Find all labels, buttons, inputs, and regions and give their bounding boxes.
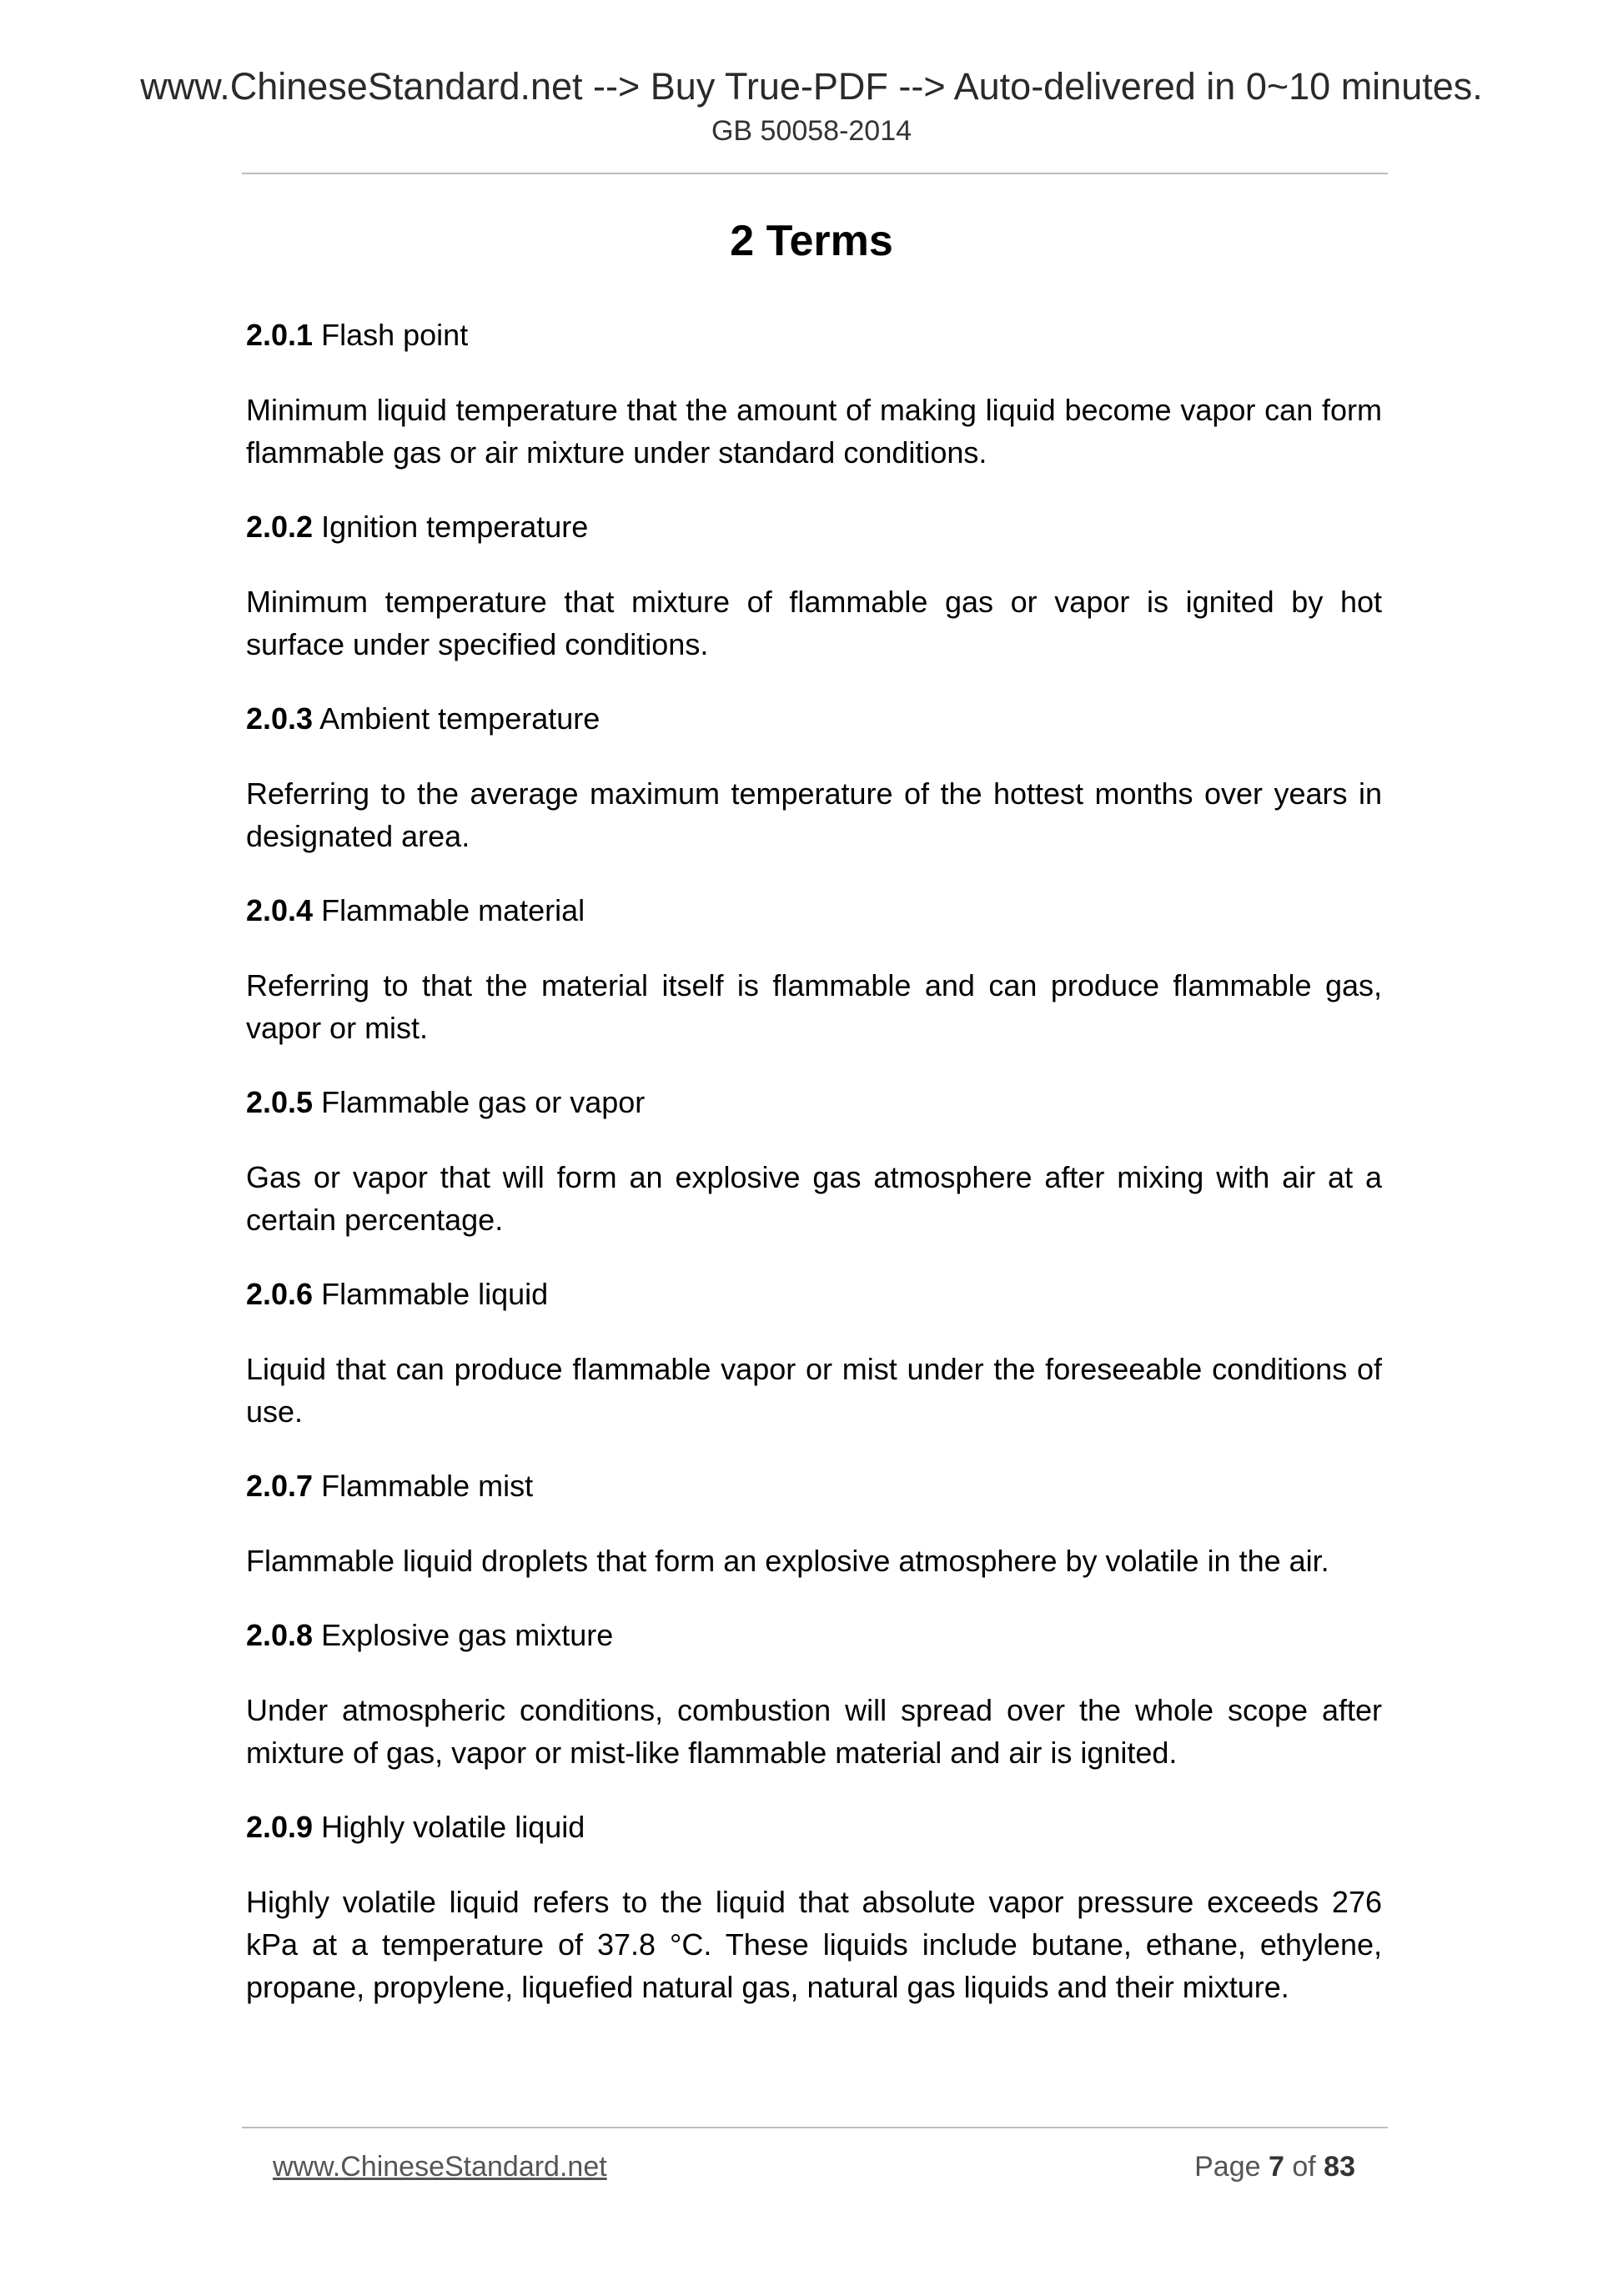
term-number: 2.0.1 [246,318,314,352]
term-number: 2.0.3 [246,701,314,736]
term-heading [246,889,1382,932]
term-definition: Highly volatile liquid refers to the liquid that absolute vapor pressure exceeds 276 kPa at a temperature of 37.8 °C. These liquids include butane, ethane, ethylene, propane, propylene, liquefied natural gas, natural gas liquids and their mixture. [246,1885,1382,2004]
term-name: Flammable gas or vapor [321,1085,646,1119]
footer-divider [242,2127,1388,2128]
term-definition: Minimum temperature that mixture of flammable gas or vapor is ignited by hot surface under specified conditions. [246,585,1382,661]
term-heading [246,1806,1382,1849]
term-definition: Liquid that can produce flammable vapor or mist under the foreseeable conditions of use. [246,1352,1382,1429]
term-heading [246,1081,1382,1124]
term-name: Flash point [321,318,469,352]
header-banner: www.ChineseStandard.net --> Buy True-PDF --> Auto-delivered in 0~10 minutes. [140,65,1483,108]
term-number: 2.0.5 [246,1085,314,1119]
page-current: 7 [1268,2151,1284,2183]
term-entry [246,1465,1382,1582]
term-number: 2.0.4 [246,893,314,927]
term-heading [246,1614,1382,1657]
term-heading [246,314,1382,357]
term-name: Explosive gas mixture [321,1618,614,1652]
term-entry [246,697,1382,857]
terms-list [246,314,1382,2040]
section-title: 2 Terms [730,217,893,265]
term-entry [246,1806,1382,2008]
term-entry [246,1614,1382,1774]
term-name: Flammable liquid [321,1277,549,1311]
term-definition: Flammable liquid droplets that form an explosive atmosphere by volatile in the air. [246,1544,1329,1578]
term-definition: Minimum liquid temperature that the amount of making liquid become vapor can form flammable gas or air mixture under standard conditions. [246,393,1382,470]
page-indicator [1194,2146,1355,2188]
term-definition: Gas or vapor that will form an explosive gas atmosphere after mixing with air at a certain percentage. [246,1160,1382,1237]
term-entry [246,1273,1382,1433]
page-sep: of [1292,2151,1316,2183]
term-heading [246,697,1382,741]
term-name: Flammable mist [321,1469,534,1503]
term-name: Ignition temperature [321,510,589,544]
standard-code: GB 50058-2014 [711,115,912,147]
page-total: 83 [1324,2151,1355,2183]
term-entry [246,889,1382,1049]
term-entry [246,1081,1382,1241]
term-heading [246,1465,1382,1508]
term-name: Highly volatile liquid [321,1810,585,1844]
term-number: 2.0.7 [246,1469,314,1503]
term-number: 2.0.8 [246,1618,314,1652]
term-definition: Under atmospheric conditions, combustion will spread over the whole scope after mixture of gas, vapor or mist-like flammable material and air is ignited. [246,1693,1382,1770]
footer-site-link[interactable]: www.ChineseStandard.net [273,2151,607,2183]
term-definition: Referring to that the material itself is flammable and can produce flammable gas, vapor or mist. [246,968,1382,1045]
page-prefix: Page [1194,2151,1261,2183]
term-number: 2.0.2 [246,510,314,544]
term-heading [246,505,1382,549]
term-heading [246,1273,1382,1316]
header-divider [242,173,1388,174]
term-name: Flammable material [321,893,585,927]
term-entry [246,314,1382,474]
term-definition: Referring to the average maximum temperature of the hottest months over years in designated area. [246,776,1382,853]
term-number: 2.0.6 [246,1277,314,1311]
term-entry [246,505,1382,666]
term-name: Ambient temperature [319,701,600,736]
term-number: 2.0.9 [246,1810,314,1844]
